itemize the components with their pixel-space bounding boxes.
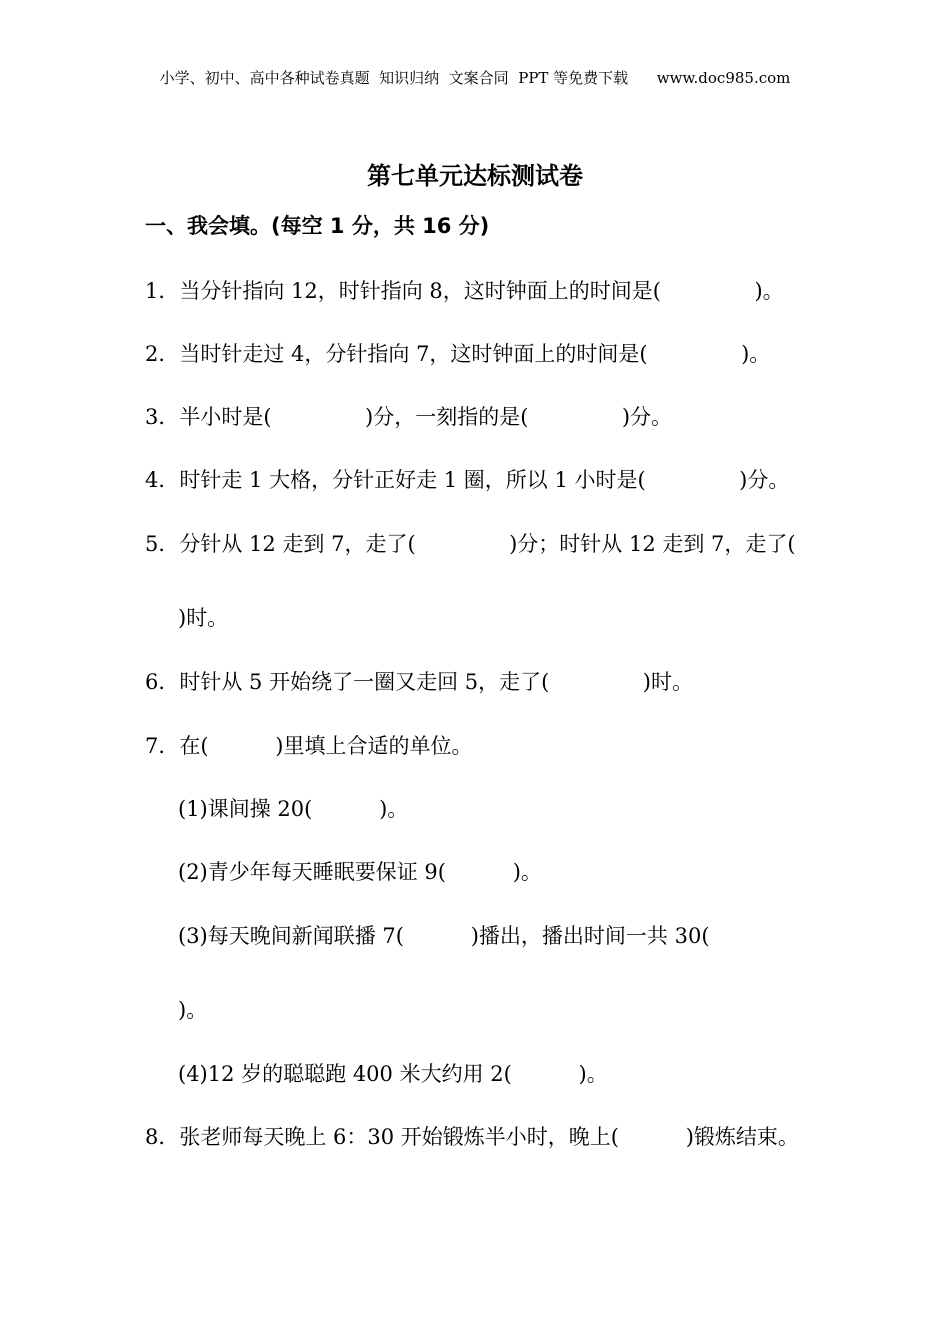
question-3: 3．半小时是( )分，一刻指的是( )分。 xyxy=(145,405,673,429)
question-5-line-1: 5．分针从 12 走到 7，走了( )分；时针从 12 走到 7，走了( xyxy=(145,532,796,556)
question-7-part-3-line-2: )。 xyxy=(178,998,208,1022)
question-7-part-2: (2)青少年每天睡眠要保证 9( )。 xyxy=(178,860,542,884)
question-7-part-4: (4)12 岁的聪聪跑 400 米大约用 2( )。 xyxy=(178,1062,608,1086)
page-title: 第七单元达标测试卷 xyxy=(367,162,583,190)
question-7-part-3-line-1: (3)每天晚间新闻联播 7( )播出，播出时间一共 30( xyxy=(178,924,710,948)
question-6: 6．时针从 5 开始绕了一圈又走回 5，走了( )时。 xyxy=(145,670,693,694)
question-7: 7．在( )里填上合适的单位。 xyxy=(145,734,473,758)
question-8: 8．张老师每天晚上 6：30 开始锻炼半小时，晚上( )锻炼结束。 xyxy=(145,1125,799,1149)
page-header: 小学、初中、高中各种试卷真题 知识归纳 文案合同 PPT 等免费下载 www.doc985.com xyxy=(159,69,791,87)
question-4: 4．时针走 1 大格，分针正好走 1 圈，所以 1 小时是( )分。 xyxy=(145,468,790,492)
section-heading: 一、我会填。(每空 1 分，共 16 分) xyxy=(145,214,490,238)
question-1: 1．当分针指向 12，时针指向 8，这时钟面上的时间是( )。 xyxy=(145,279,784,303)
question-5-line-2: )时。 xyxy=(178,606,229,630)
question-2: 2．当时针走过 4，分针指向 7，这时钟面上的时间是( )。 xyxy=(145,342,771,366)
question-7-part-1: (1)课间操 20( )。 xyxy=(178,797,409,821)
